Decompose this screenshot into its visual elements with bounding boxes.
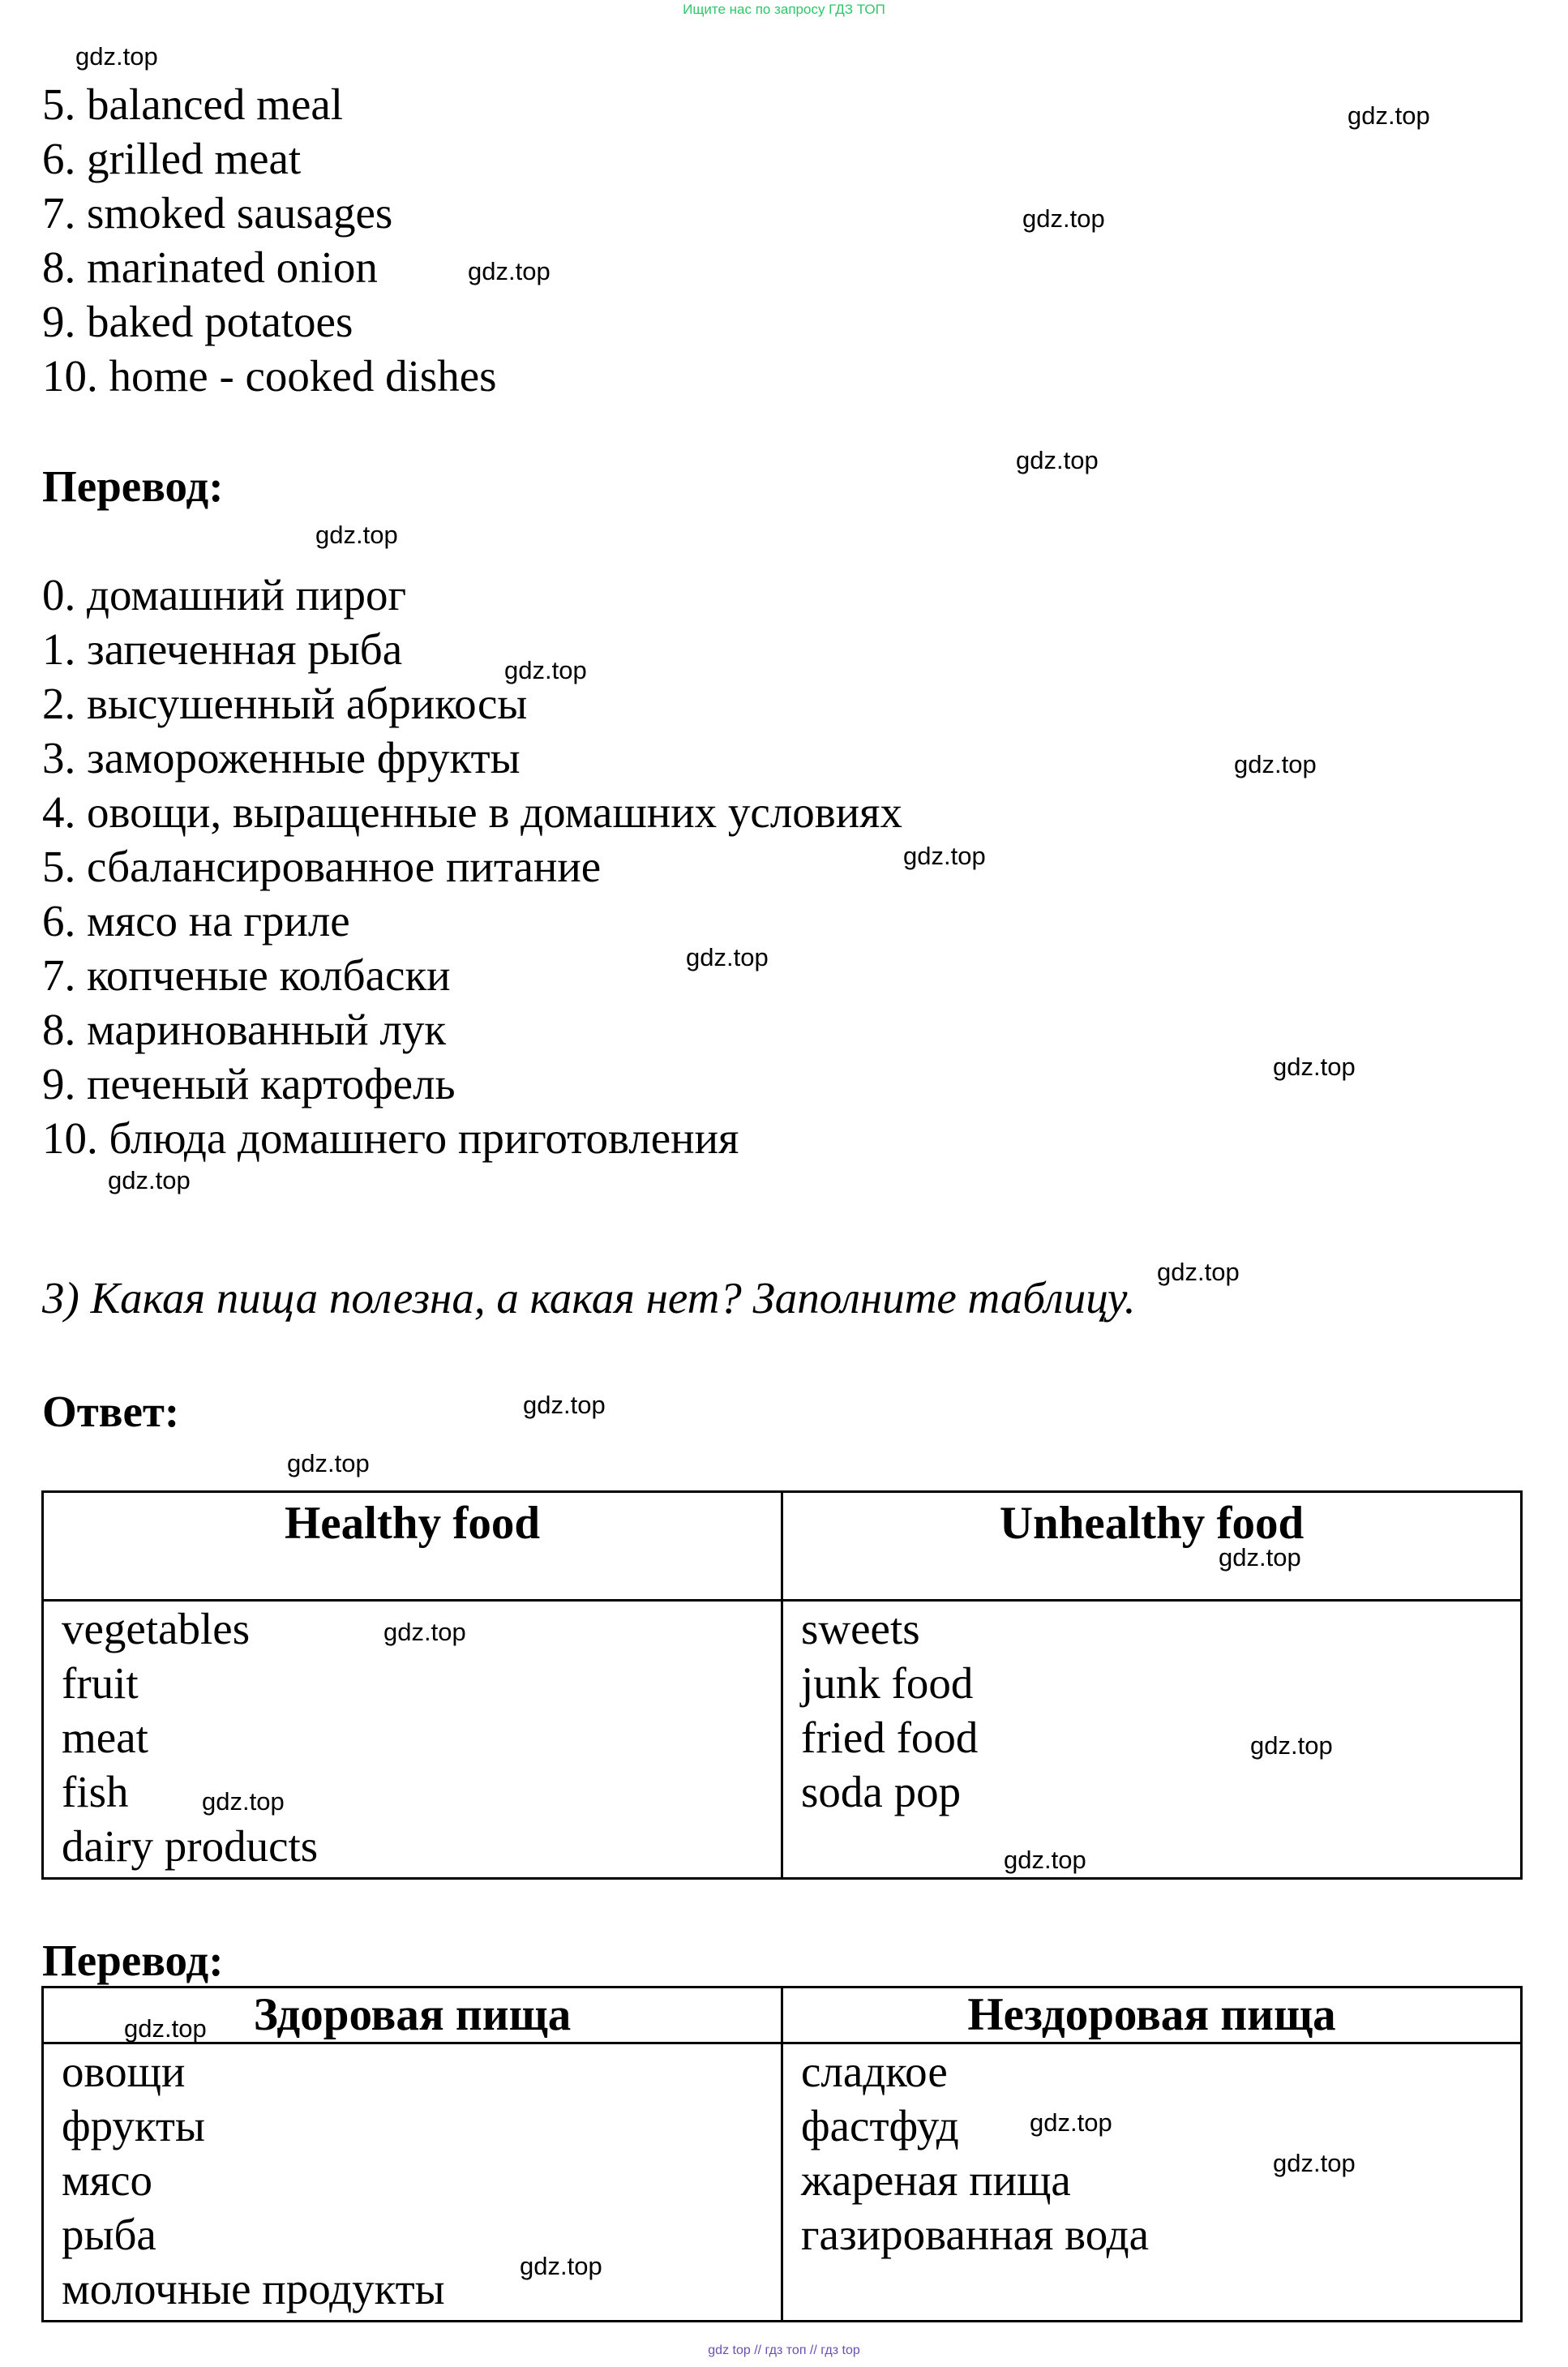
- list-item: fish: [62, 1767, 129, 1816]
- list-item: 1. запеченная рыба: [42, 624, 403, 674]
- list-item: fruit: [62, 1658, 139, 1708]
- unhealthy-food-cell: [782, 2043, 1522, 2322]
- list-item: 2. высушенный абрикосы: [42, 679, 528, 728]
- translation-heading: Перевод:: [42, 461, 224, 511]
- list-item: 6. мясо на гриле: [42, 896, 350, 946]
- unhealthy-food-header: Unhealthy food: [782, 1492, 1522, 1601]
- task-3-prompt: 3) Какая пища полезна, а какая нет? Заполните таблицу.: [42, 1273, 1136, 1323]
- list-item: фастфуд: [801, 2101, 959, 2150]
- watermark: gdz.top: [75, 42, 158, 71]
- list-item: сладкое: [801, 2047, 948, 2096]
- list-item: молочные продукты: [62, 2264, 445, 2313]
- list-item: 10. home - cooked dishes: [42, 351, 497, 401]
- watermark: gdz.top: [383, 1618, 466, 1646]
- watermark: gdz.top: [1347, 101, 1430, 130]
- watermark: gdz.top: [1004, 1846, 1086, 1874]
- watermark: gdz.top: [1250, 1731, 1333, 1760]
- list-item: 5. balanced meal: [42, 79, 344, 129]
- watermark: gdz.top: [202, 1787, 285, 1816]
- healthy-food-cell: [43, 2043, 782, 2322]
- list-item: 0. домашний пирог: [42, 570, 407, 620]
- list-item: 8. marinated onion: [42, 242, 378, 292]
- watermark: gdz.top: [1022, 204, 1105, 233]
- list-item: 9. baked potatoes: [42, 297, 353, 346]
- list-item: 8. маринованный лук: [42, 1005, 447, 1054]
- watermark: gdz.top: [523, 1391, 606, 1419]
- watermark: gdz.top: [1219, 1543, 1301, 1572]
- list-item: dairy products: [62, 1821, 319, 1871]
- russian-list: [42, 568, 902, 1165]
- list-item: vegetables: [62, 1604, 251, 1653]
- list-item: meat: [62, 1713, 148, 1762]
- english-list: [42, 77, 497, 403]
- list-item: 7. smoked sausages: [42, 188, 393, 238]
- list-item: фрукты: [62, 2101, 205, 2150]
- top-banner: Ищите нас по запросу ГДЗ ТОП: [683, 2, 885, 17]
- table-header-row: [43, 1988, 1522, 2043]
- list-item: мясо: [62, 2155, 153, 2205]
- list-item: 7. копченые колбаски: [42, 950, 451, 1000]
- list-item: 10. блюда домашнего приготовления: [42, 1113, 739, 1163]
- list-item: газированная вода: [801, 2210, 1150, 2259]
- answer-heading: Ответ:: [42, 1387, 180, 1436]
- list-item: sweets: [801, 1604, 920, 1653]
- watermark: gdz.top: [315, 521, 398, 549]
- list-item: овощи: [62, 2047, 186, 2096]
- healthy-food-header: Healthy food: [43, 1492, 782, 1601]
- watermark: gdz.top: [1157, 1258, 1240, 1286]
- watermark: gdz.top: [686, 943, 769, 971]
- watermark: gdz.top: [520, 2252, 602, 2280]
- watermark: gdz.top: [1030, 2108, 1112, 2137]
- watermark: gdz.top: [1273, 1053, 1356, 1081]
- list-item: 6. grilled meat: [42, 134, 302, 183]
- list-item: 5. сбалансированное питание: [42, 842, 602, 891]
- watermark: gdz.top: [1016, 446, 1099, 474]
- list-item: fried food: [801, 1713, 979, 1762]
- healthy-food-header: Здоровая пища: [43, 1988, 782, 2043]
- bottom-banner: gdz top // гдз топ // гдз top: [708, 2343, 860, 2357]
- watermark: gdz.top: [1273, 2149, 1356, 2177]
- watermark: gdz.top: [1234, 750, 1317, 778]
- list-item: 4. овощи, выращенные в домашних условиях: [42, 787, 902, 837]
- list-item: 3. замороженные фрукты: [42, 733, 521, 783]
- watermark: gdz.top: [108, 1166, 191, 1194]
- list-item: рыба: [62, 2210, 156, 2259]
- list-item: 9. печеный картофель: [42, 1059, 456, 1108]
- watermark: gdz.top: [903, 842, 986, 870]
- list-item: junk food: [801, 1658, 974, 1708]
- translation-heading: Перевод:: [42, 1936, 224, 1985]
- unhealthy-food-cell: [782, 1601, 1522, 1879]
- watermark: gdz.top: [468, 257, 551, 285]
- unhealthy-food-header: Нездоровая пища: [782, 1988, 1522, 2043]
- table-row: [43, 2043, 1522, 2322]
- list-item: soda pop: [801, 1767, 962, 1816]
- watermark: gdz.top: [124, 2014, 207, 2043]
- list-item: жареная пища: [801, 2155, 1071, 2205]
- watermark: gdz.top: [287, 1449, 370, 1477]
- watermark: gdz.top: [504, 656, 587, 684]
